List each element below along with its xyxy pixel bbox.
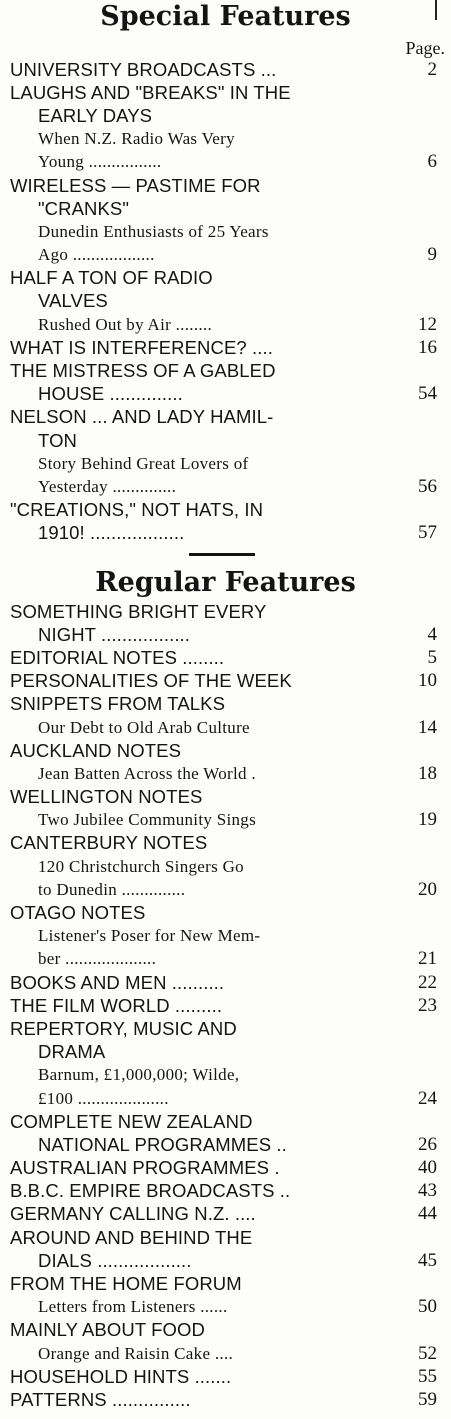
entry-text: DIALS .................. — [38, 1249, 192, 1271]
entry-text: ber .................... — [38, 949, 157, 969]
entry-page-number: 24 — [418, 1087, 437, 1109]
toc-entry — [0, 693, 451, 716]
entry-page-number: 40 — [418, 1157, 437, 1179]
toc-entry — [0, 670, 451, 693]
entry-text: 120 Christchurch Singers Go — [38, 856, 244, 876]
entry-text: WHAT IS INTERFERENCE? .... — [10, 336, 273, 358]
toc-entry — [0, 1064, 451, 1087]
entry-text: NELSON ... AND LADY HAMIL- — [10, 406, 274, 428]
entry-page-number: 50 — [418, 1296, 437, 1318]
toc-entry — [0, 81, 451, 104]
toc-entry — [0, 406, 451, 429]
toc-entry — [0, 1296, 451, 1319]
entry-text: AUSTRALIAN PROGRAMMES . — [10, 1157, 280, 1179]
toc-entry — [0, 1180, 451, 1203]
toc-entry — [0, 244, 451, 267]
toc-entry — [0, 475, 451, 498]
toc-entry — [0, 994, 451, 1017]
toc-entry — [0, 1133, 451, 1156]
entry-page-number: 56 — [418, 475, 437, 497]
entry-page-number: 4 — [427, 623, 437, 645]
toc-entry — [0, 197, 451, 220]
entry-text: HALF A TON OF RADIO — [10, 267, 213, 289]
toc-entry — [0, 1226, 451, 1249]
entry-text: Jean Batten Across the World . — [38, 763, 256, 783]
toc-entry — [0, 925, 451, 948]
toc-entry — [0, 336, 451, 359]
regular-features-list — [0, 600, 451, 1412]
section-divider — [189, 553, 255, 556]
entry-text: WIRELESS — PASTIME FOR — [10, 174, 261, 196]
entry-text: Ago .................. — [38, 245, 155, 265]
entry-text: NIGHT ................. — [38, 623, 191, 645]
entry-text: PATTERNS ............... — [10, 1388, 191, 1410]
special-features-heading: Special Features — [100, 1, 351, 32]
toc-entry — [0, 1203, 451, 1226]
toc-entry — [0, 762, 451, 785]
toc-entry — [0, 646, 451, 669]
toc-entry — [0, 948, 451, 971]
entry-page-number: 12 — [418, 313, 437, 335]
entry-text: £100 .................... — [38, 1088, 169, 1108]
entry-text: EARLY DAYS — [38, 104, 153, 126]
entry-text: HOUSEHOLD HINTS ....... — [10, 1365, 232, 1387]
entry-text: VALVES — [38, 290, 108, 312]
entry-page-number: 59 — [418, 1388, 437, 1410]
toc-entry — [0, 739, 451, 762]
entry-page-number: 6 — [427, 151, 437, 173]
page-column-label: Page. — [405, 38, 445, 58]
toc-entry — [0, 1272, 451, 1295]
entry-text: TON — [38, 429, 78, 451]
toc-entry — [0, 716, 451, 739]
entry-text: DRAMA — [38, 1041, 106, 1063]
entry-page-number: 10 — [418, 670, 437, 692]
entry-page-number: 23 — [418, 994, 437, 1016]
toc-entry — [0, 855, 451, 878]
entry-text: EDITORIAL NOTES ........ — [10, 646, 225, 668]
toc-entry — [0, 383, 451, 406]
entry-page-number: 43 — [418, 1180, 437, 1202]
entry-text: BOOKS AND MEN .......... — [10, 971, 225, 993]
toc-entry — [0, 58, 451, 81]
entry-text: Listener's Poser for New Mem- — [38, 926, 261, 946]
entry-page-number: 19 — [418, 809, 437, 831]
regular-features-heading: Regular Features — [95, 567, 356, 598]
toc-entry — [0, 359, 451, 382]
toc-entry — [0, 1110, 451, 1133]
entry-text: Dunedin Enthusiasts of 25 Years — [38, 221, 269, 241]
entry-text: MAINLY ABOUT FOOD — [10, 1319, 205, 1341]
entry-text: When N.Z. Radio Was Very — [38, 129, 235, 149]
toc-entry — [0, 809, 451, 832]
toc-entry — [0, 128, 451, 151]
entry-text: to Dunedin .............. — [38, 879, 186, 899]
toc-entry — [0, 104, 451, 127]
toc-entry — [0, 290, 451, 313]
entry-page-number: 57 — [418, 522, 437, 544]
toc-entry — [0, 522, 451, 545]
toc-entry — [0, 313, 451, 336]
entry-text: THE MISTRESS OF A GABLED — [10, 360, 276, 382]
special-features-list — [0, 58, 451, 545]
entry-text: SOMETHING BRIGHT EVERY — [10, 600, 267, 622]
entry-text: FROM THE HOME FORUM — [10, 1273, 242, 1295]
entry-page-number: 22 — [418, 971, 437, 993]
toc-entry — [0, 1342, 451, 1365]
toc-entry — [0, 832, 451, 855]
entry-text: Rushed Out by Air ........ — [38, 314, 213, 334]
entry-text: PERSONALITIES OF THE WEEK — [10, 670, 292, 692]
entry-text: UNIVERSITY BROADCASTS ... — [10, 58, 277, 80]
entry-page-number: 14 — [418, 716, 437, 738]
entry-text: 1910! .................. — [38, 522, 185, 544]
entry-page-number: 52 — [418, 1342, 437, 1364]
entry-text: COMPLETE NEW ZEALAND — [10, 1110, 253, 1132]
toc-entry — [0, 1087, 451, 1110]
entry-page-number: 26 — [418, 1133, 437, 1155]
toc-entry — [0, 901, 451, 924]
entry-text: "CRANKS" — [38, 197, 130, 219]
entry-text: SNIPPETS FROM TALKS — [10, 693, 226, 715]
entry-text: Our Debt to Old Arab Culture — [38, 717, 250, 737]
toc-entry — [0, 1157, 451, 1180]
entry-text: "CREATIONS," NOT HATS, IN — [10, 499, 264, 521]
entry-text: NATIONAL PROGRAMMES .. — [38, 1133, 287, 1155]
toc-entry — [0, 267, 451, 290]
toc-entry — [0, 878, 451, 901]
entry-page-number: 45 — [418, 1249, 437, 1271]
toc-entry — [0, 174, 451, 197]
entry-page-number: 16 — [418, 336, 437, 358]
entry-text: OTAGO NOTES — [10, 902, 146, 924]
toc-entry — [0, 452, 451, 475]
entry-text: Story Behind Great Lovers of — [38, 453, 249, 473]
entry-text: THE FILM WORLD ......... — [10, 994, 223, 1016]
entry-text: CANTERBURY NOTES — [10, 832, 208, 854]
entry-page-number: 2 — [427, 58, 437, 80]
toc-entry — [0, 971, 451, 994]
toc-entry — [0, 1319, 451, 1342]
entry-text: B.B.C. EMPIRE BROADCASTS .. — [10, 1180, 291, 1202]
toc-entry — [0, 1365, 451, 1388]
entry-page-number: 5 — [427, 646, 437, 668]
toc-entry — [0, 1041, 451, 1064]
entry-text: Two Jubilee Community Sings — [38, 810, 257, 830]
entry-page-number: 44 — [418, 1203, 437, 1225]
toc-entry — [0, 1249, 451, 1272]
toc-entry — [0, 600, 451, 623]
entry-text: AUCKLAND NOTES — [10, 739, 182, 761]
entry-text: AROUND AND BEHIND THE — [10, 1226, 253, 1248]
entry-page-number: 18 — [418, 762, 437, 784]
toc-entry — [0, 220, 451, 243]
entry-text: REPERTORY, MUSIC AND — [10, 1017, 237, 1039]
entry-text: Orange and Raisin Cake .... — [38, 1343, 234, 1363]
print-mark — [435, 0, 437, 20]
entry-page-number: 55 — [418, 1365, 437, 1387]
toc-entry — [0, 1388, 451, 1411]
entry-text: HOUSE .............. — [38, 383, 183, 405]
entry-page-number: 9 — [427, 244, 437, 266]
entry-page-number: 54 — [418, 383, 437, 405]
entry-text: Yesterday .............. — [38, 476, 177, 496]
entry-text: Letters from Listeners ...... — [38, 1297, 228, 1317]
toc-entry — [0, 623, 451, 646]
toc-entry — [0, 786, 451, 809]
toc-entry — [0, 499, 451, 522]
entry-page-number: 20 — [418, 878, 437, 900]
entry-text: GERMANY CALLING N.Z. .... — [10, 1203, 256, 1225]
entry-text: WELLINGTON NOTES — [10, 786, 203, 808]
entry-text: Young ................ — [38, 152, 162, 172]
entry-text: LAUGHS AND "BREAKS" IN THE — [10, 81, 291, 103]
toc-entry — [0, 429, 451, 452]
entry-page-number: 21 — [418, 948, 437, 970]
entry-text: Barnum, £1,000,000; Wilde, — [38, 1065, 240, 1085]
toc-entry — [0, 151, 451, 174]
toc-entry — [0, 1017, 451, 1040]
